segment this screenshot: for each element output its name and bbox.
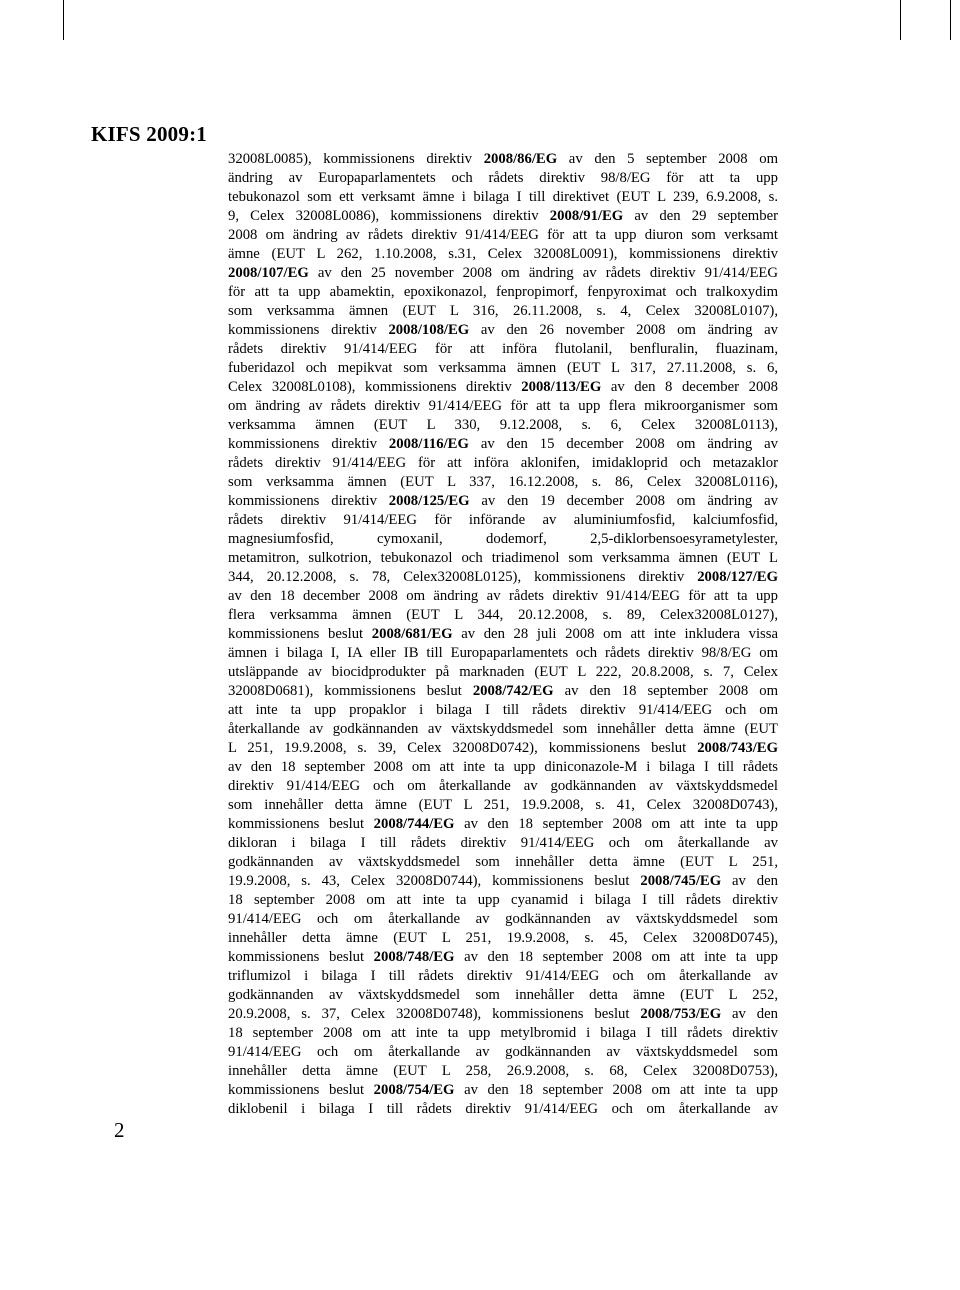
page-number: 2 <box>114 1118 125 1142</box>
legal-reference: 2008/748/EG <box>373 949 455 965</box>
text-line <box>228 625 778 644</box>
text-segment: rådets direktiv 91/414/EEG för införande av aluminiumfosfid, kalciumfosfid, <box>228 512 778 528</box>
text-line <box>228 378 778 397</box>
legal-reference: 2008/125/EG <box>388 493 470 509</box>
text-line <box>228 682 778 701</box>
text-line <box>228 454 778 473</box>
text-segment: 20.9.2008, s. 37, Celex 32008D0748), kommissionens beslut <box>228 1006 641 1022</box>
text-segment: av den <box>721 1006 778 1022</box>
legal-reference: 2008/91/EG <box>549 208 624 224</box>
text-line <box>228 283 778 302</box>
text-segment: 2008 om ändring av rådets direktiv 91/414/EEG för att ta upp diuron som verksamt <box>228 227 778 243</box>
text-line <box>228 1062 778 1081</box>
text-segment: innehåller detta ämne (EUT L 258, 26.9.2008, s. 68, Celex 32008D0753), <box>228 1063 778 1079</box>
text-line <box>228 796 778 815</box>
text-segment: kommissionens beslut <box>228 626 372 642</box>
legal-reference: 2008/681/EG <box>371 626 453 642</box>
text-line <box>228 492 778 511</box>
legal-reference: 2008/113/EG <box>521 379 602 395</box>
legal-reference: 2008/754/EG <box>373 1082 455 1098</box>
text-line <box>228 967 778 986</box>
text-segment: 91/414/EEG och om återkallande av godkännanden av växtskyddsmedel som <box>228 1044 778 1060</box>
text-segment: 9, Celex 32008L0086), kommissionens direktiv <box>228 208 550 224</box>
legal-reference: 2008/742/EG <box>472 683 554 699</box>
text-line <box>228 245 778 264</box>
text-segment: 91/414/EEG och om återkallande av godkännanden av växtskyddsmedel som <box>228 911 778 927</box>
text-line <box>228 150 778 169</box>
text-segment: av den 18 december 2008 om ändring av rådets direktiv 91/414/EEG för att ta upp <box>228 588 778 604</box>
text-segment: fuberidazol och mepikvat som verksamma ämnen (EUT L 317, 27.11.2008, s. 6, <box>228 360 778 376</box>
text-segment: av den 18 september 2008 om <box>553 683 778 699</box>
text-line <box>228 568 778 587</box>
text-segment: kommissionens direktiv <box>228 322 389 338</box>
legal-reference: 2008/108/EG <box>388 322 470 338</box>
text-line <box>228 1081 778 1100</box>
crop-mark-left <box>63 0 64 40</box>
text-segment: ämnen i bilaga I, IA eller IB till Europaparlamentets och rådets direktiv 98/8/EG om <box>228 645 778 661</box>
text-line <box>228 321 778 340</box>
text-segment: av den 18 september 2008 om att inte ta upp <box>454 1082 778 1098</box>
text-segment: av den 18 september 2008 om att inte ta upp <box>454 816 778 832</box>
text-line <box>228 302 778 321</box>
text-segment: 19.9.2008, s. 43, Celex 32008D0744), kommissionens beslut <box>228 873 641 889</box>
text-line <box>228 264 778 283</box>
text-segment: kommissionens beslut <box>228 949 374 965</box>
text-line <box>228 720 778 739</box>
text-line <box>228 948 778 967</box>
text-segment: 18 september 2008 om att inte ta upp cyanamid i bilaga I till rådets direktiv <box>228 892 778 908</box>
text-segment: kommissionens beslut <box>228 816 374 832</box>
text-segment: ämne (EUT L 262, 1.10.2008, s.31, Celex 32008L0091), kommissionens direktiv <box>228 246 778 262</box>
text-line <box>228 226 778 245</box>
text-segment: som verksamma ämnen (EUT L 316, 26.11.2008, s. 4, Celex 32008L0107), <box>228 303 778 319</box>
text-line <box>228 416 778 435</box>
text-line <box>228 834 778 853</box>
text-line <box>228 1100 778 1119</box>
text-segment: av den <box>721 873 778 889</box>
text-segment: magnesiumfosfid, cymoxanil, dodemorf, 2,5-diklorbensoesyrametylester, <box>228 531 778 547</box>
text-segment: verksamma ämnen (EUT L 330, 9.12.2008, s. 6, Celex 32008L0113), <box>228 417 778 433</box>
text-segment: diklobenil i bilaga I till rådets direktiv 91/414/EEG och om återkallande av <box>228 1101 778 1117</box>
text-segment: kommissionens beslut <box>228 1082 374 1098</box>
text-segment: 344, 20.12.2008, s. 78, Celex32008L0125), kommissionens direktiv <box>228 569 698 585</box>
text-segment: innehåller detta ämne (EUT L 251, 19.9.2008, s. 45, Celex 32008D0745), <box>228 930 778 946</box>
text-line <box>228 929 778 948</box>
text-segment: Celex 32008L0108), kommissionens direktiv <box>228 379 522 395</box>
text-line <box>228 359 778 378</box>
text-line <box>228 891 778 910</box>
text-segment: L 251, 19.9.2008, s. 39, Celex 32008D0742), kommissionens beslut <box>228 740 698 756</box>
text-line <box>228 606 778 625</box>
text-segment: direktiv 91/414/EEG och om återkallande av godkännanden av växtskyddsmedel <box>228 778 778 794</box>
text-segment: metamitron, sulkotrion, tebukonazol och triadimenol som verksamma ämnen (EUT L <box>228 550 778 566</box>
text-segment: utsläppande av biocidprodukter på marknaden (EUT L 222, 20.8.2008, s. 7, Celex <box>228 664 778 680</box>
text-segment: för att ta upp abamektin, epoxikonazol, fenpropimorf, fenpyroximat och tralkoxydim <box>228 284 778 300</box>
text-line <box>228 815 778 834</box>
text-line <box>228 169 778 188</box>
text-line <box>228 511 778 530</box>
text-segment: av den 18 september 2008 om att inte ta upp diniconazole-M i bilaga I till rådets <box>228 759 778 775</box>
text-segment: återkallande av godkännanden av växtskyddsmedel som innehåller detta ämne (EUT <box>228 721 778 737</box>
text-segment: som innehåller detta ämne (EUT L 251, 19.9.2008, s. 41, Celex 32008D0743), <box>228 797 778 813</box>
text-segment: kommissionens direktiv <box>228 436 389 452</box>
text-segment: kommissionens direktiv <box>228 493 389 509</box>
text-segment: triflumizol i bilaga I till rådets direktiv 91/414/EEG och om återkallande av <box>228 968 778 984</box>
text-segment: godkännanden av växtskyddsmedel som innehåller detta ämne (EUT L 252, <box>228 987 778 1003</box>
legal-reference: 2008/744/EG <box>373 816 455 832</box>
text-segment: av den 15 december 2008 om ändring av <box>468 436 778 452</box>
legal-reference: 2008/86/EG <box>483 151 558 167</box>
text-segment: rådets direktiv 91/414/EEG för att införa flutolanil, benfluralin, fluazinam, <box>228 341 778 357</box>
text-line <box>228 397 778 416</box>
crop-mark-right-outer <box>950 0 951 40</box>
text-segment: av den 8 december 2008 <box>601 379 778 395</box>
text-line <box>228 758 778 777</box>
text-line <box>228 188 778 207</box>
text-segment: dikloran i bilaga I till rådets direktiv 91/414/EEG och om återkallande av <box>228 835 778 851</box>
text-line <box>228 872 778 891</box>
text-line <box>228 663 778 682</box>
text-segment: av den 25 november 2008 om ändring av rådets direktiv 91/414/EEG <box>308 265 778 281</box>
text-line <box>228 530 778 549</box>
text-segment: av den 28 juli 2008 om att inte inkludera vissa <box>452 626 778 642</box>
text-line <box>228 1024 778 1043</box>
text-segment: 18 september 2008 om att inte ta upp metylbromid i bilaga I till rådets direktiv <box>228 1025 778 1041</box>
text-line <box>228 549 778 568</box>
text-line <box>228 644 778 663</box>
body-text <box>228 150 778 1119</box>
legal-reference: 2008/745/EG <box>640 873 722 889</box>
text-segment: 32008L0085), kommissionens direktiv <box>228 151 484 167</box>
text-line <box>228 853 778 872</box>
text-line <box>228 1005 778 1024</box>
text-segment: 32008D0681), kommissionens beslut <box>228 683 473 699</box>
text-segment: godkännanden av växtskyddsmedel som innehåller detta ämne (EUT L 251, <box>228 854 778 870</box>
text-segment: som verksamma ämnen (EUT L 337, 16.12.2008, s. 86, Celex 32008L0116), <box>228 474 778 490</box>
legal-reference: 2008/743/EG <box>697 740 778 756</box>
text-line <box>228 910 778 929</box>
text-segment: ändring av Europaparlamentets och rådets direktiv 98/8/EG för att ta upp <box>228 170 778 186</box>
text-segment: att inte ta upp propaklor i bilaga I till rådets direktiv 91/414/EEG och om <box>228 702 778 718</box>
text-segment: av den 29 september <box>623 208 778 224</box>
text-line <box>228 435 778 454</box>
text-segment: tebukonazol som ett verksamt ämne i bilaga I till direktivet (EUT L 239, 6.9.2008, s. <box>228 189 778 205</box>
text-line <box>228 777 778 796</box>
crop-mark-right <box>900 0 901 40</box>
text-line <box>228 701 778 720</box>
running-head: KIFS 2009:1 <box>91 122 207 146</box>
text-segment: av den 26 november 2008 om ändring av <box>469 322 778 338</box>
text-segment: av den 19 december 2008 om ändring av <box>469 493 778 509</box>
text-segment: flera verksamma ämnen (EUT L 344, 20.12.2008, s. 89, Celex32008L0127), <box>228 607 778 623</box>
text-segment: av den 5 september 2008 om <box>557 151 778 167</box>
legal-reference: 2008/107/EG <box>228 265 309 281</box>
text-line <box>228 207 778 226</box>
text-line <box>228 986 778 1005</box>
legal-reference: 2008/753/EG <box>640 1006 722 1022</box>
text-segment: rådets direktiv 91/414/EEG för att införa aklonifen, imidakloprid och metazaklor <box>228 455 778 471</box>
text-line <box>228 473 778 492</box>
text-line <box>228 340 778 359</box>
text-segment: om ändring av rådets direktiv 91/414/EEG för att ta upp flera mikroorganismer som <box>228 398 778 414</box>
text-line <box>228 1043 778 1062</box>
text-line <box>228 739 778 758</box>
legal-reference: 2008/116/EG <box>388 436 469 452</box>
text-line <box>228 587 778 606</box>
legal-reference: 2008/127/EG <box>697 569 778 585</box>
text-segment: av den 18 september 2008 om att inte ta upp <box>454 949 778 965</box>
